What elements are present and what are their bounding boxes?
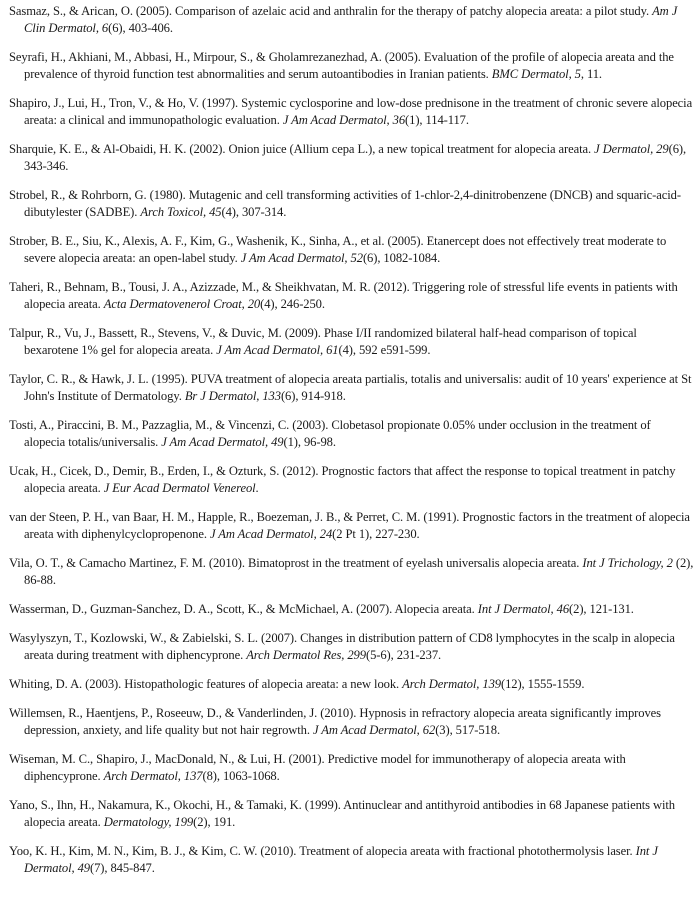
reference-details: (6), 343-346. [24,142,687,173]
reference-entry [9,555,694,589]
reference-details: (3), 517-518. [435,723,500,737]
reference-entry [9,705,694,739]
reference-details: (6), 403-406. [108,21,173,35]
reference-authors: Shapiro, J., Lui, H., Tron, V., & Ho, V. (1997). [9,96,242,110]
reference-entry [9,187,694,221]
reference-source: Arch Dermatol Res, 299 [246,648,366,662]
reference-source: Int J Dermatol, 49 [24,844,658,875]
reference-authors: Strober, B. E., Siu, K., Alexis, A. F., Kim, G., Washenik, K., Sinha, A., et al. (2005). [9,234,427,248]
reference-details: (4), 246-250. [260,297,325,311]
reference-source: J Am Acad Dermatol, 24 [209,527,333,541]
reference-source: Arch Dermatol, 139 [402,677,501,691]
reference-title: Predictive model for immunotherapy of alopecia areata with diphencyprone. [24,752,626,783]
reference-entry [9,630,694,664]
reference-entry [9,279,694,313]
reference-title: PUVA treatment of alopecia areata partialis, totalis and universalis: audit of 10 years' experience at St John's Institute of Dermatology. [24,372,692,403]
reference-details: (12), 1555-1559. [500,677,585,691]
reference-details: (2 Pt 1), 227-230. [332,527,420,541]
reference-source: Arch Dermatol, 137 [103,769,203,783]
reference-authors: Whiting, D. A. (2003). [9,677,125,691]
reference-source: Am J Clin Dermatol, 6 [24,4,678,35]
reference-entry [9,509,694,543]
reference-title: Evaluation of the profile of alopecia areata and the prevalence of thyroid function test abnormalities and serum autoantibodies in Iranian patients. [24,50,674,81]
reference-source: J Dermatol, 29 [594,142,669,156]
reference-source: J Am Acad Dermatol, 62 [312,723,436,737]
reference-title: Triggering role of stressful life events in patients with alopecia areata. [24,280,678,311]
reference-entry [9,843,694,877]
reference-details: (6), 914-918. [280,389,346,403]
reference-title: Mutagenic and cell transforming activities of 1-chlor-2,4-dinitrobenzene (DNCB) and squaric-acid-dibutylester (SADBE). [24,188,681,219]
reference-entry [9,797,694,831]
reference-authors: Willemsen, R., Haentjens, P., Roseeuw, D., & Vanderlinden, J. (2010). [9,706,360,720]
reference-authors: Strobel, R., & Rohrborn, G. (1980). [9,188,189,202]
reference-authors: van der Steen, P. H., van Baar, H. M., Happle, R., Boezeman, J. B., & Perret, C. M. (1991). [9,510,463,524]
reference-title: Treatment of alopecia areata with fractional photothermolysis laser. [299,844,636,858]
reference-title: Antinuclear and antithyroid antibodies in 68 Japanese patients with alopecia areata. [24,798,676,829]
reference-title: Hypnosis in refractory alopecia areata significantly improves depression, anxiety, and life quality but not hair regrowth. [24,706,661,737]
reference-details: (8), 1063-1068. [202,769,280,783]
reference-title: Changes in distribution pattern of CD8 lymphocytes in the scalp in alopecia areata during treatment with diphencyprone. [24,631,675,662]
reference-source: Arch Toxicol, 45 [140,205,222,219]
reference-details: (2), 121-131. [569,602,634,616]
reference-entry [9,751,694,785]
reference-details: (2), 191. [193,815,236,829]
reference-source: Int J Trichology, 2 [582,556,673,570]
reference-details: , 11. [580,67,602,81]
reference-source: Dermatology, 199 [103,815,194,829]
reference-source: J Am Acad Dermatol, 36 [282,113,406,127]
reference-authors: Taylor, C. R., & Hawk, J. L. (1995). [9,372,191,386]
reference-title: Phase I/II randomized bilateral half-head comparison of topical bexarotene 1% gel for alopecia areata. [24,326,637,357]
reference-details: (1), 114-117. [405,113,469,127]
reference-title: Histopathologic features of alopecia areata: a new look. [124,677,403,691]
reference-source: J Am Acad Dermatol, 52 [240,251,363,265]
reference-authors: Tosti, A., Piraccini, B. M., Pazzaglia, M., & Vincenzi, C. (2003). [9,418,332,432]
reference-authors: Wasserman, D., Guzman-Sanchez, D. A., Scott, K., & McMichael, A. (2007). [9,602,395,616]
reference-list [9,3,694,877]
reference-details: (4), 307-314. [221,205,287,219]
reference-source: J Am Acad Dermatol, 61 [216,343,339,357]
reference-details: (5-6), 231-237. [365,648,442,662]
reference-title: Etanercept does not effectively treat moderate to severe alopecia areata: an open-label study. [24,234,667,265]
reference-authors: Sasmaz, S., & Arican, O. (2005). [9,4,175,18]
reference-title: Prognostic factors that affect the response to topical treatment in patchy alopecia areata. [24,464,676,495]
reference-source: Int J Dermatol, 46 [477,602,570,616]
reference-source: J Eur Acad Dermatol Venereol [103,481,256,495]
reference-title: Bimatoprost in the treatment of eyelash universalis alopecia areata. [247,556,583,570]
reference-entry [9,233,694,267]
reference-authors: Yano, S., Ihn, H., Nakamura, K., Okochi, H., & Tamaki, K. (1999). [9,798,344,812]
reference-authors: Wiseman, M. C., Shapiro, J., MacDonald, N., & Lui, H. (2001). [9,752,328,766]
reference-title: Systemic cyclosporine and low-dose prednisone in the treatment of chronic severe alopecia areata: a clinical and immunopathologic evaluation. [24,96,693,127]
reference-details: (2), 86-88. [24,556,694,587]
reference-entry [9,3,694,37]
reference-authors: Ucak, H., Cicek, D., Demir, B., Erden, I., & Ozturk, S. (2012). [9,464,322,478]
reference-authors: Wasylyszyn, T., Kozlowski, W., & Zabielski, S. L. (2007). [9,631,301,645]
reference-entry [9,325,694,359]
reference-entry [9,601,694,618]
reference-source: Acta Dermatovenerol Croat, 20 [103,297,261,311]
reference-details: . [255,481,259,495]
reference-entry [9,371,694,405]
reference-entry [9,676,694,693]
reference-details: (1), 96-98. [283,435,336,449]
reference-source: BMC Dermatol, 5 [491,67,581,81]
reference-authors: Seyrafi, H., Akhiani, M., Abbasi, H., Mirpour, S., & Gholamrezanezhad, A. (2005). [9,50,424,64]
reference-details: (4), 592 e591-599. [338,343,431,357]
reference-authors: Sharquie, K. E., & Al-Obaidi, H. K. (2002). [9,142,229,156]
reference-authors: Yoo, K. H., Kim, M. N., Kim, B. J., & Kim, C. W. (2010). [9,844,300,858]
reference-title: Comparison of azelaic acid and anthralin for the therapy of patchy alopecia areata: a pilot study. [175,4,653,18]
reference-details: (6), 1082-1084. [362,251,441,265]
reference-authors: Talpur, R., Vu, J., Bassett, R., Stevens, V., & Duvic, M. (2009). [9,326,324,340]
reference-entry [9,49,694,83]
reference-title: Prognostic factors in the treatment of alopecia areata with diphenylcyclopropenone. [24,510,690,541]
reference-source: Br J Dermatol, 133 [184,389,281,403]
reference-title: Clobetasol propionate 0.05% under occlusion in the treatment of alopecia totalis/universalis. [24,418,651,449]
reference-entry [9,463,694,497]
reference-title: Alopecia areata. [394,602,478,616]
reference-entry [9,95,694,129]
reference-title: Onion juice (Allium cepa L.), a new topical treatment for alopecia areata. [228,142,595,156]
reference-details: (7), 845-847. [89,861,155,875]
reference-entry [9,141,694,175]
reference-entry [9,417,694,451]
reference-authors: Vila, O. T., & Camacho Martinez, F. M. (2010). [9,556,248,570]
reference-authors: Taheri, R., Behnam, B., Tousi, J. A., Azizzade, M., & Sheikhvatan, M. R. (2012). [9,280,413,294]
reference-source: J Am Acad Dermatol, 49 [161,435,284,449]
